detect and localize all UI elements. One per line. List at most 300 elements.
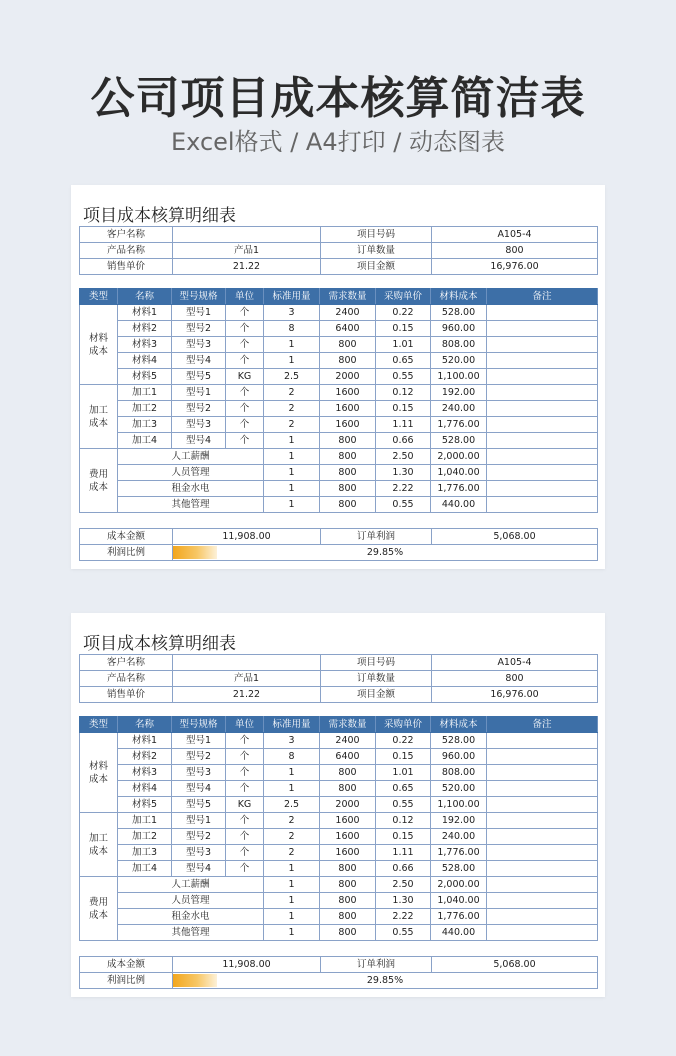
summary-row — [80, 957, 598, 973]
item-std-cell: 1 — [264, 765, 320, 781]
item-note-cell[interactable] — [487, 765, 598, 781]
column-header: 备注 — [487, 717, 598, 733]
item-model-cell: 型号4 — [172, 861, 226, 877]
column-header: 名称 — [118, 717, 172, 733]
column-header: 采购单价 — [376, 289, 431, 305]
item-price-cell: 0.55 — [376, 369, 431, 385]
item-price-cell: 1.30 — [376, 893, 431, 909]
profit-label: 订单利润 — [321, 957, 432, 973]
profit-value: 5,068.00 — [432, 529, 598, 545]
price-label: 销售单价 — [80, 687, 173, 703]
item-cost-cell: 192.00 — [431, 813, 487, 829]
group-type-cell: 费用成本 — [80, 877, 118, 941]
item-demand-cell: 800 — [320, 337, 376, 353]
ratio-value: 29.85% — [366, 975, 404, 986]
item-note-cell[interactable] — [487, 385, 598, 401]
item-cost-cell: 528.00 — [431, 433, 487, 449]
column-header: 标准用量 — [264, 289, 320, 305]
item-note-cell[interactable] — [487, 321, 598, 337]
item-cost-cell: 808.00 — [431, 337, 487, 353]
item-unit-cell: KG — [226, 369, 264, 385]
amount-value[interactable]: 16,976.00 — [432, 259, 598, 275]
item-name-cell: 材料5 — [118, 797, 172, 813]
item-name-cell: 加工4 — [118, 861, 172, 877]
item-name-cell: 材料4 — [118, 353, 172, 369]
customer-label: 客户名称 — [80, 227, 173, 243]
item-name-cell: 人员管理 — [118, 465, 264, 481]
item-cost-cell: 1,776.00 — [431, 845, 487, 861]
item-demand-cell: 2000 — [320, 369, 376, 385]
sheet-card-2 — [71, 613, 605, 997]
item-name-cell: 加工3 — [118, 845, 172, 861]
ratio-value: 29.85% — [366, 547, 404, 558]
item-note-cell[interactable] — [487, 337, 598, 353]
item-price-cell: 0.66 — [376, 433, 431, 449]
item-note-cell[interactable] — [487, 465, 598, 481]
total-cost-label: 成本金额 — [80, 957, 173, 973]
item-demand-cell: 800 — [320, 877, 376, 893]
item-name-cell: 材料2 — [118, 749, 172, 765]
item-cost-cell: 240.00 — [431, 829, 487, 845]
item-unit-cell: 个 — [226, 829, 264, 845]
info-row — [80, 227, 598, 243]
table-row — [80, 481, 598, 497]
hero-title: 公司项目成本核算简洁表 — [90, 73, 586, 124]
item-demand-cell: 800 — [320, 433, 376, 449]
item-price-cell: 2.22 — [376, 481, 431, 497]
item-model-cell: 型号2 — [172, 321, 226, 337]
item-price-cell: 1.30 — [376, 465, 431, 481]
item-std-cell: 2 — [264, 417, 320, 433]
group-type-cell: 材料成本 — [80, 305, 118, 385]
ratio-bar-cell — [173, 973, 598, 989]
table-row — [80, 433, 598, 449]
item-demand-cell: 6400 — [320, 749, 376, 765]
item-cost-cell: 240.00 — [431, 401, 487, 417]
item-std-cell: 2 — [264, 401, 320, 417]
ratio-label: 利润比例 — [80, 973, 173, 989]
item-price-cell: 0.55 — [376, 497, 431, 513]
customer-value[interactable] — [173, 655, 321, 671]
item-name-cell: 材料1 — [118, 305, 172, 321]
project-no-label: 项目号码 — [321, 227, 432, 243]
detail-table — [79, 288, 598, 513]
item-cost-cell: 808.00 — [431, 765, 487, 781]
item-price-cell: 0.22 — [376, 305, 431, 321]
sheet-title: 项目成本核算明细表 — [83, 634, 236, 654]
item-note-cell[interactable] — [487, 909, 598, 925]
table-row — [80, 845, 598, 861]
table-row — [80, 353, 598, 369]
column-header: 材料成本 — [431, 717, 487, 733]
item-std-cell: 3 — [264, 733, 320, 749]
table-row — [80, 497, 598, 513]
column-header: 类型 — [80, 289, 118, 305]
item-unit-cell: 个 — [226, 845, 264, 861]
item-model-cell: 型号4 — [172, 353, 226, 369]
item-note-cell[interactable] — [487, 305, 598, 321]
customer-label: 客户名称 — [80, 655, 173, 671]
table-row — [80, 893, 598, 909]
table-row — [80, 797, 598, 813]
item-model-cell: 型号3 — [172, 337, 226, 353]
item-std-cell: 8 — [264, 749, 320, 765]
info-row — [80, 655, 598, 671]
item-cost-cell: 520.00 — [431, 781, 487, 797]
item-price-cell: 1.01 — [376, 337, 431, 353]
detail-header-row — [80, 717, 598, 733]
item-unit-cell: 个 — [226, 813, 264, 829]
total-cost-value: 11,908.00 — [173, 957, 321, 973]
item-price-cell: 1.11 — [376, 845, 431, 861]
info-table — [79, 226, 598, 275]
item-cost-cell: 960.00 — [431, 749, 487, 765]
item-model-cell: 型号1 — [172, 305, 226, 321]
item-demand-cell: 1600 — [320, 401, 376, 417]
order-qty-label: 订单数量 — [321, 671, 432, 687]
item-std-cell: 2.5 — [264, 369, 320, 385]
item-cost-cell: 1,040.00 — [431, 465, 487, 481]
table-row — [80, 305, 598, 321]
profit-ratio-bar — [173, 546, 217, 559]
item-note-cell[interactable] — [487, 417, 598, 433]
item-demand-cell: 800 — [320, 893, 376, 909]
price-value[interactable]: 21.22 — [173, 687, 321, 703]
item-note-cell[interactable] — [487, 481, 598, 497]
item-price-cell: 0.12 — [376, 385, 431, 401]
item-unit-cell: 个 — [226, 305, 264, 321]
group-type-cell: 加工成本 — [80, 813, 118, 877]
summary-row — [80, 545, 598, 561]
profit-value: 5,068.00 — [432, 957, 598, 973]
sheet-title: 项目成本核算明细表 — [83, 206, 236, 226]
item-name-cell: 租金水电 — [118, 909, 264, 925]
info-row — [80, 671, 598, 687]
item-note-cell[interactable] — [487, 369, 598, 385]
item-unit-cell: 个 — [226, 401, 264, 417]
table-row — [80, 401, 598, 417]
column-header: 标准用量 — [264, 717, 320, 733]
item-cost-cell: 192.00 — [431, 385, 487, 401]
detail-header-row — [80, 289, 598, 305]
item-price-cell: 0.65 — [376, 781, 431, 797]
column-header: 需求数量 — [320, 289, 376, 305]
item-name-cell: 材料1 — [118, 733, 172, 749]
item-note-cell[interactable] — [487, 925, 598, 941]
product-label: 产品名称 — [80, 243, 173, 259]
item-unit-cell: 个 — [226, 353, 264, 369]
group-type-cell: 费用成本 — [80, 449, 118, 513]
item-demand-cell: 800 — [320, 481, 376, 497]
item-cost-cell: 528.00 — [431, 305, 487, 321]
item-note-cell[interactable] — [487, 893, 598, 909]
item-name-cell: 其他管理 — [118, 497, 264, 513]
item-cost-cell: 528.00 — [431, 861, 487, 877]
item-cost-cell: 520.00 — [431, 353, 487, 369]
column-header: 类型 — [80, 717, 118, 733]
item-price-cell: 0.15 — [376, 321, 431, 337]
customer-value[interactable] — [173, 227, 321, 243]
item-demand-cell: 2000 — [320, 797, 376, 813]
profit-label: 订单利润 — [321, 529, 432, 545]
profit-ratio-bar — [173, 974, 217, 987]
item-demand-cell: 1600 — [320, 829, 376, 845]
item-note-cell[interactable] — [487, 861, 598, 877]
item-price-cell: 0.15 — [376, 401, 431, 417]
item-price-cell: 0.55 — [376, 797, 431, 813]
item-cost-cell: 2,000.00 — [431, 877, 487, 893]
amount-label: 项目金额 — [321, 259, 432, 275]
ratio-label: 利润比例 — [80, 545, 173, 561]
table-row — [80, 829, 598, 845]
table-row — [80, 465, 598, 481]
item-price-cell: 0.12 — [376, 813, 431, 829]
item-demand-cell: 1600 — [320, 813, 376, 829]
item-unit-cell: 个 — [226, 861, 264, 877]
item-std-cell: 1 — [264, 449, 320, 465]
item-std-cell: 1 — [264, 481, 320, 497]
sheet-card-1 — [71, 185, 605, 569]
detail-table — [79, 716, 598, 941]
item-unit-cell: 个 — [226, 781, 264, 797]
item-name-cell: 加工1 — [118, 813, 172, 829]
item-model-cell: 型号2 — [172, 401, 226, 417]
table-row — [80, 861, 598, 877]
table-row — [80, 369, 598, 385]
table-row — [80, 749, 598, 765]
order-qty-value[interactable]: 800 — [432, 671, 598, 687]
order-qty-label: 订单数量 — [321, 243, 432, 259]
column-header: 型号规格 — [172, 717, 226, 733]
item-std-cell: 2.5 — [264, 797, 320, 813]
item-demand-cell: 1600 — [320, 845, 376, 861]
item-std-cell: 1 — [264, 497, 320, 513]
item-cost-cell: 1,776.00 — [431, 417, 487, 433]
item-cost-cell: 2,000.00 — [431, 449, 487, 465]
summary-table — [79, 528, 598, 561]
column-header: 采购单价 — [376, 717, 431, 733]
item-model-cell: 型号2 — [172, 829, 226, 845]
item-demand-cell: 800 — [320, 781, 376, 797]
column-header: 名称 — [118, 289, 172, 305]
item-cost-cell: 528.00 — [431, 733, 487, 749]
item-note-cell[interactable] — [487, 401, 598, 417]
info-row — [80, 259, 598, 275]
item-model-cell: 型号1 — [172, 813, 226, 829]
table-row — [80, 925, 598, 941]
item-cost-cell: 1,040.00 — [431, 893, 487, 909]
item-name-cell: 加工3 — [118, 417, 172, 433]
item-demand-cell: 800 — [320, 449, 376, 465]
item-cost-cell: 440.00 — [431, 925, 487, 941]
item-name-cell: 人工薪酬 — [118, 449, 264, 465]
item-std-cell: 1 — [264, 781, 320, 797]
info-row — [80, 687, 598, 703]
item-demand-cell: 1600 — [320, 385, 376, 401]
item-unit-cell: 个 — [226, 749, 264, 765]
column-header: 单位 — [226, 717, 264, 733]
item-std-cell: 1 — [264, 877, 320, 893]
ratio-bar-cell — [173, 545, 598, 561]
info-row — [80, 243, 598, 259]
item-std-cell: 1 — [264, 465, 320, 481]
table-row — [80, 417, 598, 433]
table-row — [80, 337, 598, 353]
item-note-cell[interactable] — [487, 449, 598, 465]
item-note-cell[interactable] — [487, 733, 598, 749]
item-std-cell: 2 — [264, 829, 320, 845]
item-name-cell: 租金水电 — [118, 481, 264, 497]
item-price-cell: 2.22 — [376, 909, 431, 925]
item-std-cell: 1 — [264, 353, 320, 369]
table-row — [80, 449, 598, 465]
item-std-cell: 1 — [264, 337, 320, 353]
item-model-cell: 型号1 — [172, 385, 226, 401]
item-note-cell[interactable] — [487, 781, 598, 797]
item-std-cell: 1 — [264, 893, 320, 909]
item-price-cell: 2.50 — [376, 877, 431, 893]
item-unit-cell: KG — [226, 797, 264, 813]
project-no-value[interactable]: A105-4 — [432, 655, 598, 671]
table-row — [80, 765, 598, 781]
item-note-cell[interactable] — [487, 749, 598, 765]
item-unit-cell: 个 — [226, 417, 264, 433]
item-price-cell: 0.55 — [376, 925, 431, 941]
project-no-value[interactable]: A105-4 — [432, 227, 598, 243]
table-row — [80, 385, 598, 401]
item-demand-cell: 800 — [320, 909, 376, 925]
item-model-cell: 型号2 — [172, 749, 226, 765]
item-demand-cell: 800 — [320, 861, 376, 877]
product-value[interactable]: 产品1 — [173, 671, 321, 687]
item-note-cell[interactable] — [487, 497, 598, 513]
item-price-cell: 1.01 — [376, 765, 431, 781]
item-std-cell: 2 — [264, 813, 320, 829]
amount-label: 项目金额 — [321, 687, 432, 703]
item-std-cell: 2 — [264, 385, 320, 401]
item-model-cell: 型号4 — [172, 781, 226, 797]
table-row — [80, 909, 598, 925]
column-header: 需求数量 — [320, 717, 376, 733]
item-name-cell: 加工1 — [118, 385, 172, 401]
item-model-cell: 型号1 — [172, 733, 226, 749]
table-row — [80, 321, 598, 337]
item-name-cell: 人工薪酬 — [118, 877, 264, 893]
amount-value[interactable]: 16,976.00 — [432, 687, 598, 703]
item-price-cell: 0.22 — [376, 733, 431, 749]
item-price-cell: 0.66 — [376, 861, 431, 877]
item-std-cell: 1 — [264, 861, 320, 877]
item-model-cell: 型号3 — [172, 417, 226, 433]
item-note-cell[interactable] — [487, 797, 598, 813]
item-name-cell: 材料3 — [118, 337, 172, 353]
item-demand-cell: 1600 — [320, 417, 376, 433]
group-type-cell: 加工成本 — [80, 385, 118, 449]
item-unit-cell: 个 — [226, 385, 264, 401]
item-name-cell: 加工4 — [118, 433, 172, 449]
item-note-cell[interactable] — [487, 877, 598, 893]
item-model-cell: 型号4 — [172, 433, 226, 449]
hero-subtitle: Excel格式 / A4打印 / 动态图表 — [171, 128, 505, 156]
product-value[interactable]: 产品1 — [173, 243, 321, 259]
item-price-cell: 0.15 — [376, 829, 431, 845]
item-demand-cell: 800 — [320, 353, 376, 369]
column-header: 型号规格 — [172, 289, 226, 305]
column-header: 单位 — [226, 289, 264, 305]
item-unit-cell: 个 — [226, 433, 264, 449]
total-cost-value: 11,908.00 — [173, 529, 321, 545]
item-name-cell: 材料5 — [118, 369, 172, 385]
item-demand-cell: 800 — [320, 765, 376, 781]
item-note-cell[interactable] — [487, 433, 598, 449]
item-name-cell: 材料2 — [118, 321, 172, 337]
item-demand-cell: 800 — [320, 465, 376, 481]
item-cost-cell: 440.00 — [431, 497, 487, 513]
item-demand-cell: 800 — [320, 925, 376, 941]
item-demand-cell: 6400 — [320, 321, 376, 337]
info-table — [79, 654, 598, 703]
column-header: 材料成本 — [431, 289, 487, 305]
item-price-cell: 0.15 — [376, 749, 431, 765]
price-value[interactable]: 21.22 — [173, 259, 321, 275]
summary-row — [80, 529, 598, 545]
item-demand-cell: 2400 — [320, 733, 376, 749]
table-row — [80, 813, 598, 829]
item-name-cell: 其他管理 — [118, 925, 264, 941]
item-price-cell: 2.50 — [376, 449, 431, 465]
column-header: 备注 — [487, 289, 598, 305]
item-std-cell: 2 — [264, 845, 320, 861]
item-std-cell: 8 — [264, 321, 320, 337]
item-note-cell[interactable] — [487, 813, 598, 829]
item-cost-cell: 1,100.00 — [431, 797, 487, 813]
project-no-label: 项目号码 — [321, 655, 432, 671]
price-label: 销售单价 — [80, 259, 173, 275]
table-row — [80, 733, 598, 749]
item-unit-cell: 个 — [226, 337, 264, 353]
item-demand-cell: 2400 — [320, 305, 376, 321]
item-note-cell[interactable] — [487, 845, 598, 861]
item-unit-cell: 个 — [226, 733, 264, 749]
total-cost-label: 成本金额 — [80, 529, 173, 545]
summary-row — [80, 973, 598, 989]
item-cost-cell: 1,776.00 — [431, 481, 487, 497]
item-unit-cell: 个 — [226, 321, 264, 337]
item-model-cell: 型号3 — [172, 845, 226, 861]
item-std-cell: 1 — [264, 433, 320, 449]
item-std-cell: 1 — [264, 925, 320, 941]
group-type-cell: 材料成本 — [80, 733, 118, 813]
item-name-cell: 加工2 — [118, 829, 172, 845]
item-model-cell: 型号5 — [172, 797, 226, 813]
item-name-cell: 人员管理 — [118, 893, 264, 909]
summary-table — [79, 956, 598, 989]
item-cost-cell: 1,776.00 — [431, 909, 487, 925]
order-qty-value[interactable]: 800 — [432, 243, 598, 259]
product-label: 产品名称 — [80, 671, 173, 687]
item-model-cell: 型号5 — [172, 369, 226, 385]
item-note-cell[interactable] — [487, 353, 598, 369]
item-std-cell: 1 — [264, 909, 320, 925]
item-model-cell: 型号3 — [172, 765, 226, 781]
item-std-cell: 3 — [264, 305, 320, 321]
item-demand-cell: 800 — [320, 497, 376, 513]
table-row — [80, 781, 598, 797]
item-name-cell: 加工2 — [118, 401, 172, 417]
item-note-cell[interactable] — [487, 829, 598, 845]
item-price-cell: 1.11 — [376, 417, 431, 433]
table-row — [80, 877, 598, 893]
